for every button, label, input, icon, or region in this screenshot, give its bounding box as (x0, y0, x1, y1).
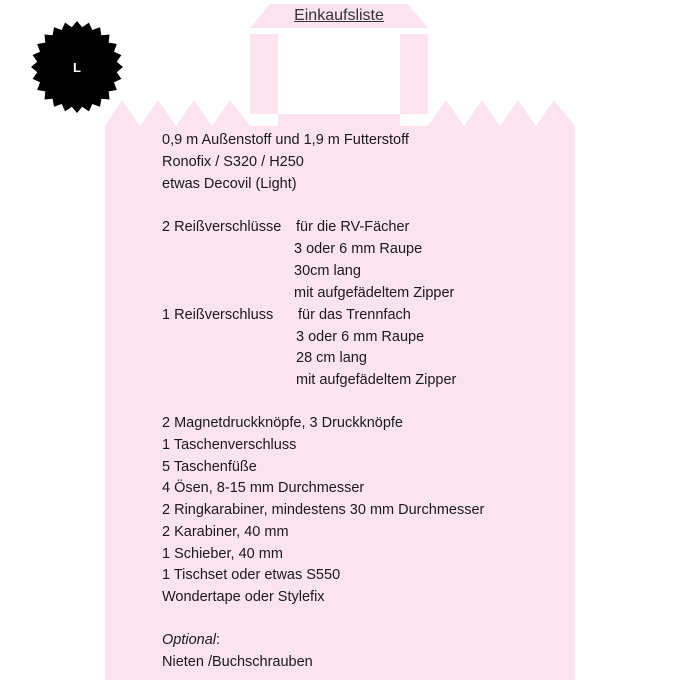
bag-handle-left (250, 34, 278, 114)
optional-item: Nieten /Buchschrauben (162, 654, 313, 670)
hardware-item: 5 Taschenfüße (162, 459, 257, 475)
zipper-qty: 1 Reißverschluss (162, 307, 274, 323)
zipper-qty: 2 Reißverschlüsse (162, 219, 282, 235)
zipper-detail: 28 cm lang (296, 350, 367, 366)
hardware-item: 2 Karabiner, 40 mm (162, 524, 289, 540)
hardware-item: 1 Schieber, 40 mm (162, 546, 283, 562)
hardware-item: Wondertape oder Stylefix (162, 589, 325, 605)
zipper-detail: 30cm lang (294, 263, 361, 279)
zipper-detail: mit aufgefädeltem Zipper (294, 285, 455, 301)
optional-heading (162, 630, 220, 650)
hardware-item: 1 Taschenverschluss (162, 437, 297, 453)
optional-label: Optional (162, 632, 217, 648)
zipper-purpose: für die RV-Fächer (296, 219, 410, 235)
hardware-item: 2 Ringkarabiner, mindestens 30 mm Durchmesser (162, 502, 485, 518)
material-item: etwas Decovil (Light) (162, 176, 297, 192)
bag-handle-right (400, 34, 428, 114)
zipper-purpose: für das Trennfach (298, 307, 411, 323)
badge-letter: L (73, 59, 81, 75)
hardware-item: 1 Tischset oder etwas S550 (162, 567, 341, 583)
zipper-detail: 3 oder 6 mm Raupe (296, 329, 425, 345)
optional-colon: : (216, 632, 221, 648)
zipper-detail: 3 oder 6 mm Raupe (294, 241, 423, 257)
material-item: Ronofix / S320 / H250 (162, 154, 304, 170)
hardware-item: 4 Ösen, 8-15 mm Durchmesser (162, 480, 365, 496)
hardware-item: 2 Magnetdruckknöpfe, 3 Druckknöpfe (162, 415, 403, 431)
material-item: 0,9 m Außenstoff und 1,9 m Futterstoff (162, 132, 409, 148)
page-title: Einkaufsliste (294, 7, 384, 24)
zipper-detail: mit aufgefädeltem Zipper (296, 372, 457, 388)
